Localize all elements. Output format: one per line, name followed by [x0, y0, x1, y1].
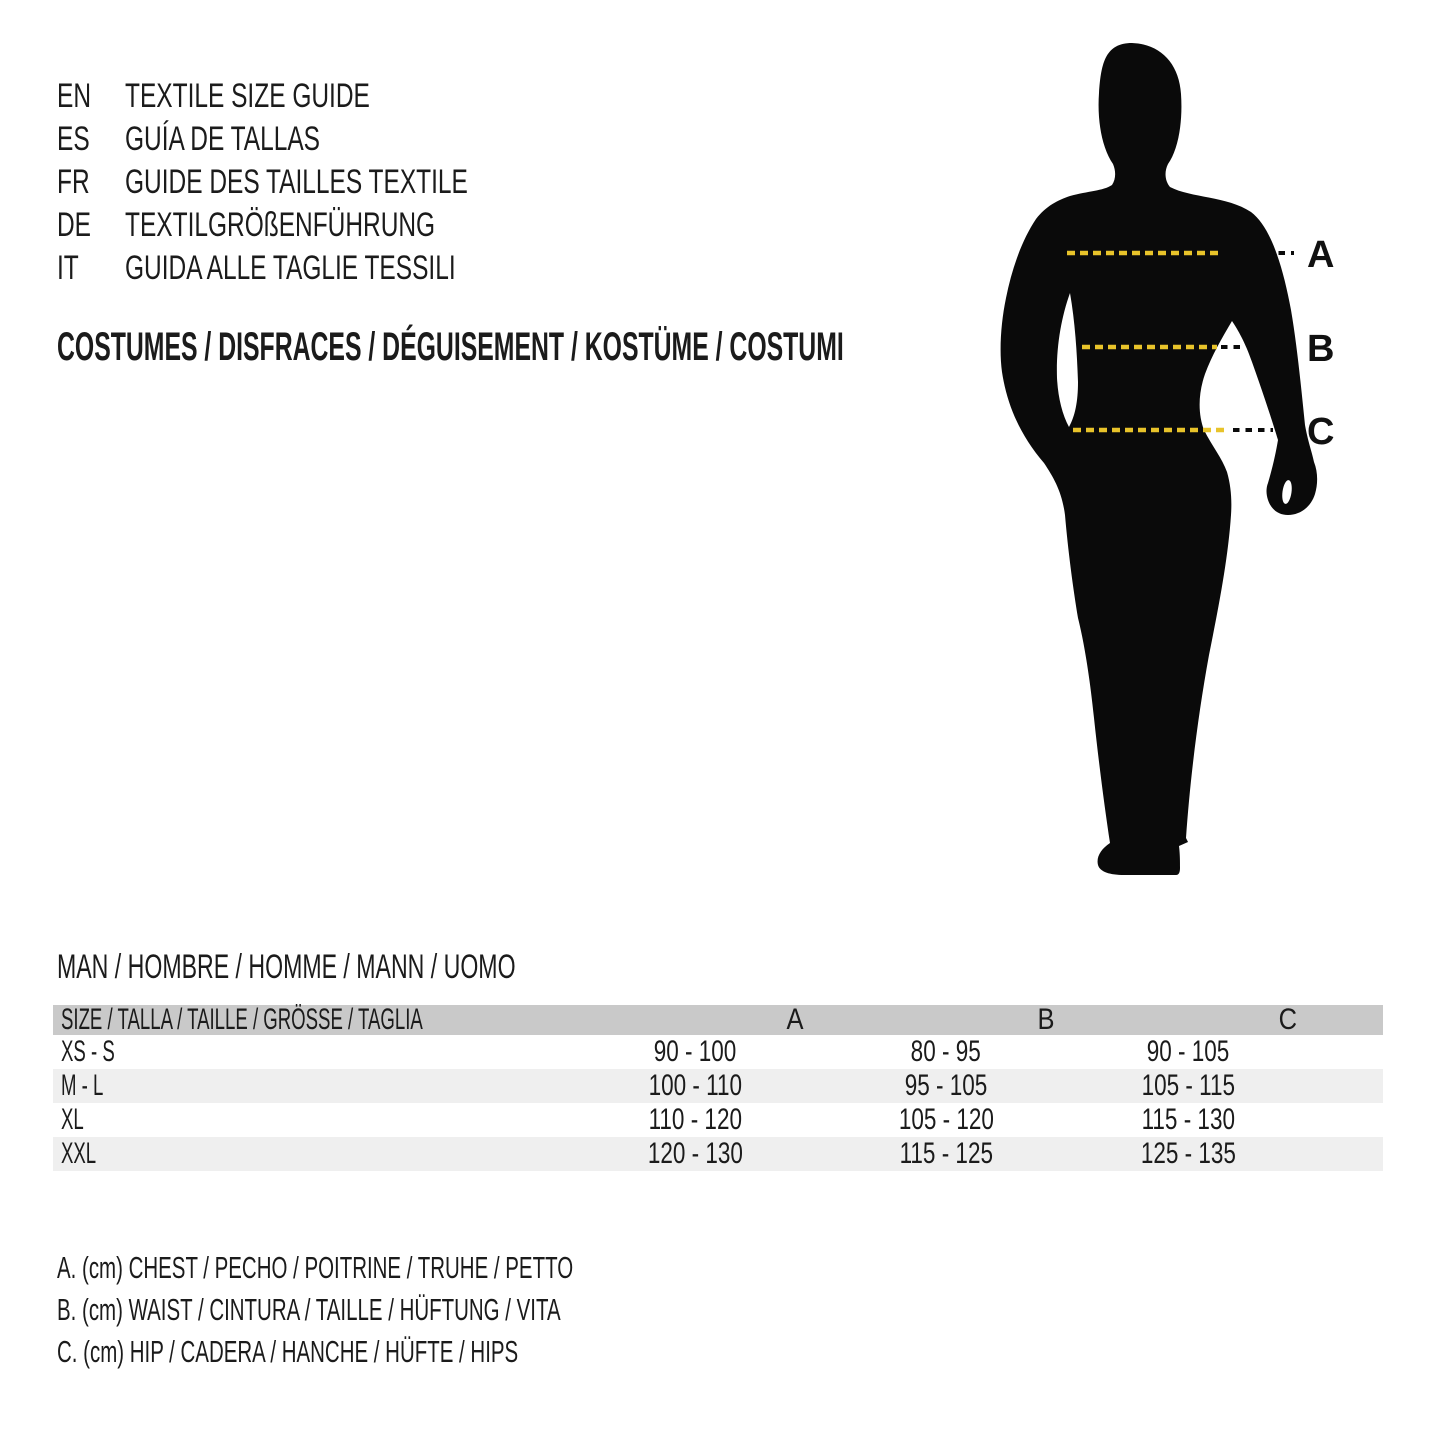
table-row-xxl — [53, 1137, 1383, 1171]
language-label: GUIDE DES TAILLES TEXTILE — [125, 163, 468, 201]
measure-label-c: C — [1307, 411, 1335, 453]
legend-prefix: B. (cm) — [57, 1292, 123, 1327]
legend-item-chest — [57, 1247, 839, 1289]
size-col-header-c: C — [1278, 1003, 1298, 1036]
measurement-legend — [57, 1247, 839, 1373]
size-cell: XL — [61, 1103, 84, 1136]
size-col-header-b: B — [1037, 1003, 1055, 1036]
section-heading-man: MAN / HOMBRE / HOMME / MANN / UOMO — [57, 948, 516, 986]
value-cell-c: 115 - 130 — [1141, 1103, 1236, 1136]
language-code: ES — [57, 120, 90, 158]
language-label: TEXTILE SIZE GUIDE — [125, 77, 370, 115]
language-code: IT — [57, 249, 79, 287]
size-cell: XS - S — [61, 1035, 115, 1068]
legend-label: WAIST / CINTURA / TAILLE / HÜFTUNG / VITA — [128, 1292, 561, 1327]
table-row-xs-s — [53, 1035, 1383, 1069]
size-table-header — [53, 1005, 1383, 1035]
language-label: GUIDA ALLE TAGLIE TESSILI — [125, 249, 456, 287]
language-label: GUÍA DE TALLAS — [125, 120, 321, 158]
legend-prefix: A. (cm) — [57, 1250, 123, 1285]
value-cell-a: 90 - 100 — [653, 1035, 737, 1068]
legend-item-waist — [57, 1289, 839, 1331]
language-code: EN — [57, 77, 92, 115]
value-cell-a: 120 - 130 — [647, 1137, 743, 1170]
size-table — [53, 1005, 1383, 1171]
table-row-m-l — [53, 1069, 1383, 1103]
size-cell: M - L — [61, 1069, 104, 1102]
category-heading: COSTUMES / DISFRACES / DÉGUISEMENT / KOSTÜME / COSTUMI — [57, 325, 844, 369]
value-cell-c: 90 - 105 — [1147, 1035, 1230, 1068]
value-cell-a: 110 - 120 — [648, 1103, 742, 1136]
value-cell-b: 95 - 105 — [904, 1069, 988, 1102]
man-silhouette — [1001, 43, 1318, 875]
language-code: DE — [57, 206, 92, 244]
language-label: TEXTILGRÖßENFÜHRUNG — [125, 206, 436, 244]
size-col-header-a: A — [786, 1003, 804, 1036]
value-cell-b: 115 - 125 — [899, 1137, 993, 1170]
value-cell-c: 105 - 115 — [1141, 1069, 1236, 1102]
table-row-xl — [53, 1103, 1383, 1137]
size-cell: XXL — [61, 1137, 97, 1170]
value-cell-c: 125 - 135 — [1140, 1137, 1237, 1170]
value-cell-a: 100 - 110 — [648, 1069, 742, 1102]
legend-prefix: C. (cm) — [57, 1334, 125, 1369]
legend-label: HIP / CADERA / HANCHE / HÜFTE / HIPS — [129, 1334, 519, 1369]
value-cell-b: 80 - 95 — [910, 1035, 982, 1068]
language-code: FR — [57, 163, 90, 201]
legend-item-hip — [57, 1331, 839, 1373]
measure-label-b: B — [1307, 328, 1335, 370]
legend-label: CHEST / PECHO / POITRINE / TRUHE / PETTO — [128, 1250, 574, 1285]
size-table-header-label: SIZE / TALLA / TAILLE / GRÖSSE / TAGLIA — [61, 1003, 423, 1036]
measure-label-a: A — [1307, 234, 1335, 276]
value-cell-b: 105 - 120 — [898, 1103, 994, 1136]
